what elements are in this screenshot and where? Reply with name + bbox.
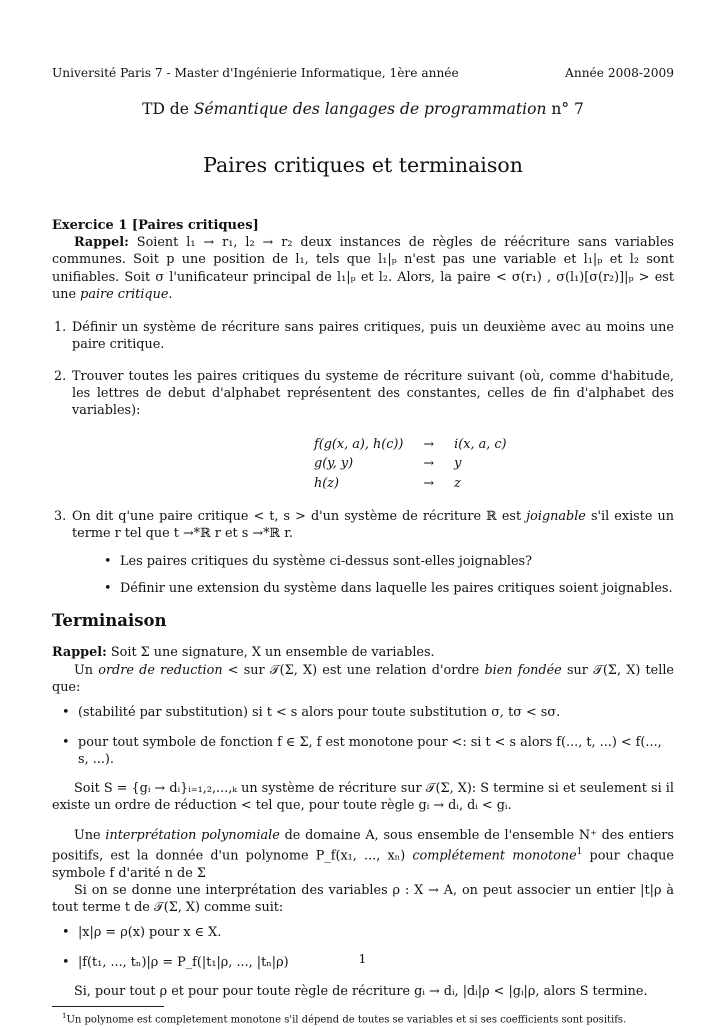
page-number: 1	[358, 951, 367, 966]
footnote: $^1$Un polynome est completement monotone s'il dépend de toutes se variables et si ses coefficients sont positifs.	[62, 1012, 627, 1026]
question-3: 3. On dit q'une paire critique < t, s > d'un système de récriture ℝ est joignable s'il existe un terme r tel que t →*ℝ r et s →*ℝ r. • Les paires critiques du système ci-dessus sont-elles joignables? • Définir une extension du système dans laquelle les paires critiques soient joignables.	[52, 508, 674, 597]
rappel-paragraph: Rappel: Soient l₁ → r₁, l₂ → r₂ deux instances de règles de réécriture sans variables communes. Soit p une position de l₁, tels que l₁|ₚ n'est pas une variable et l₁|ₚ et l₂ sont unifiables. Soit σ l'unificateur principal de l₁|ₚ et l₂. Alors, la paire < σ(r₁) , σ(l₁)[σ(r₂)]|ₚ > est une paire critique.	[52, 235, 674, 302]
ordre-definition: Un ordre de reduction < sur 𝒯(Σ, X) est une relation d'ordre bien fondée sur 𝒯(Σ, X) telle que:	[52, 662, 674, 695]
list-item: • pour tout symbole de fonction f ∈ Σ, f est monotone pour <: si t < s alors f(..., t, ...) < f(..., s, ...).	[62, 734, 674, 769]
list-item: • |f(t₁, ..., tₙ)|ρ = P_f(|t₁|ρ, ..., |tₙ|ρ)	[62, 954, 674, 971]
ordre-properties	[62, 704, 674, 768]
rule-row: f(g(x, a), h(c)) → i(x, a, c)	[314, 436, 507, 452]
exercise-1-heading: Exercice 1 [Paires critiques]	[52, 218, 259, 233]
question-3-bullets	[104, 553, 674, 598]
td-title: TD de Sémantique des langages de programmation n° 7	[142, 100, 584, 118]
terminaison-rappel: Rappel: Soit Σ une signature, X un ensemble de variables.	[52, 645, 435, 661]
header-right: Année 2008-2009	[565, 66, 674, 80]
polynomial-interpretation: Une interprétation polynomiale de domaine A, sous ensemble de l'ensemble N⁺ des entiers positifs, est la donnée d'un polynome P_f(x₁, ..., xₙ) complétement monotone$^1$ pour chaque symbole f d'arité n de Σ	[52, 827, 674, 881]
terminaison-heading: Terminaison	[52, 611, 167, 631]
footnote-ref[interactable]: 1	[576, 847, 583, 858]
course-name: Sémantique des langages de programmation	[193, 100, 547, 118]
variable-interpretation: Si on se donne une interprétation des variables ρ : X → A, on peut associer un entier |t|ρ à tout terme t de 𝒯(Σ, X) comme suit:	[52, 882, 674, 916]
termination-criterion: Soit S = {gᵢ → dᵢ}ᵢ₌₁,₂,...,ₖ un système de récriture sur 𝒯(Σ, X): S termine si et seulement si il existe un ordre de réduction < tel que, pour toute règle gᵢ → dᵢ, dᵢ < gᵢ.	[52, 781, 674, 814]
rule-row: g(y, y) → y	[314, 456, 462, 472]
question-2: 2. Trouver toutes les paires critiques du systeme de récriture suivant (où, comme d'habitude, les lettres de debut d'alphabet représentent des constantes, celles de fin d'alphabet des variables): f(g(x, a), h(c)) → i(x, a, c) g(y, y) → y h(z) → z	[52, 368, 674, 494]
page	[52, 66, 674, 1027]
question-1: 1. Définir un système de récriture sans paires critiques, puis un deuxième avec au moins une paire critique.	[54, 320, 674, 353]
list-item: • (stabilité par substitution) si t < s alors pour toute substitution σ, tσ < sσ.	[62, 704, 674, 721]
list-item: • |x|ρ = ρ(x) pour x ∈ X.	[62, 924, 674, 941]
question-list	[52, 319, 674, 597]
page-title: Paires critiques et terminaison	[203, 153, 523, 177]
conclusion: Si, pour tout ρ et pour pour toute règle de récriture gᵢ → dᵢ, |dᵢ|ρ < |gᵢ|ρ, alors S termine.	[74, 984, 648, 1000]
footnote-rule	[52, 1006, 164, 1007]
header-left: Université Paris 7 - Master d'Ingénierie Informatique, 1ère année	[52, 66, 459, 80]
list-item: • Définir une extension du système dans laquelle les paires critiques soient joignables.	[104, 580, 674, 597]
list-item: • Les paires critiques du système ci-dessus sont-elles joignables?	[104, 553, 674, 570]
rule-row: h(z) → z	[314, 475, 461, 491]
rewrite-system	[312, 434, 519, 495]
running-header	[52, 66, 674, 81]
